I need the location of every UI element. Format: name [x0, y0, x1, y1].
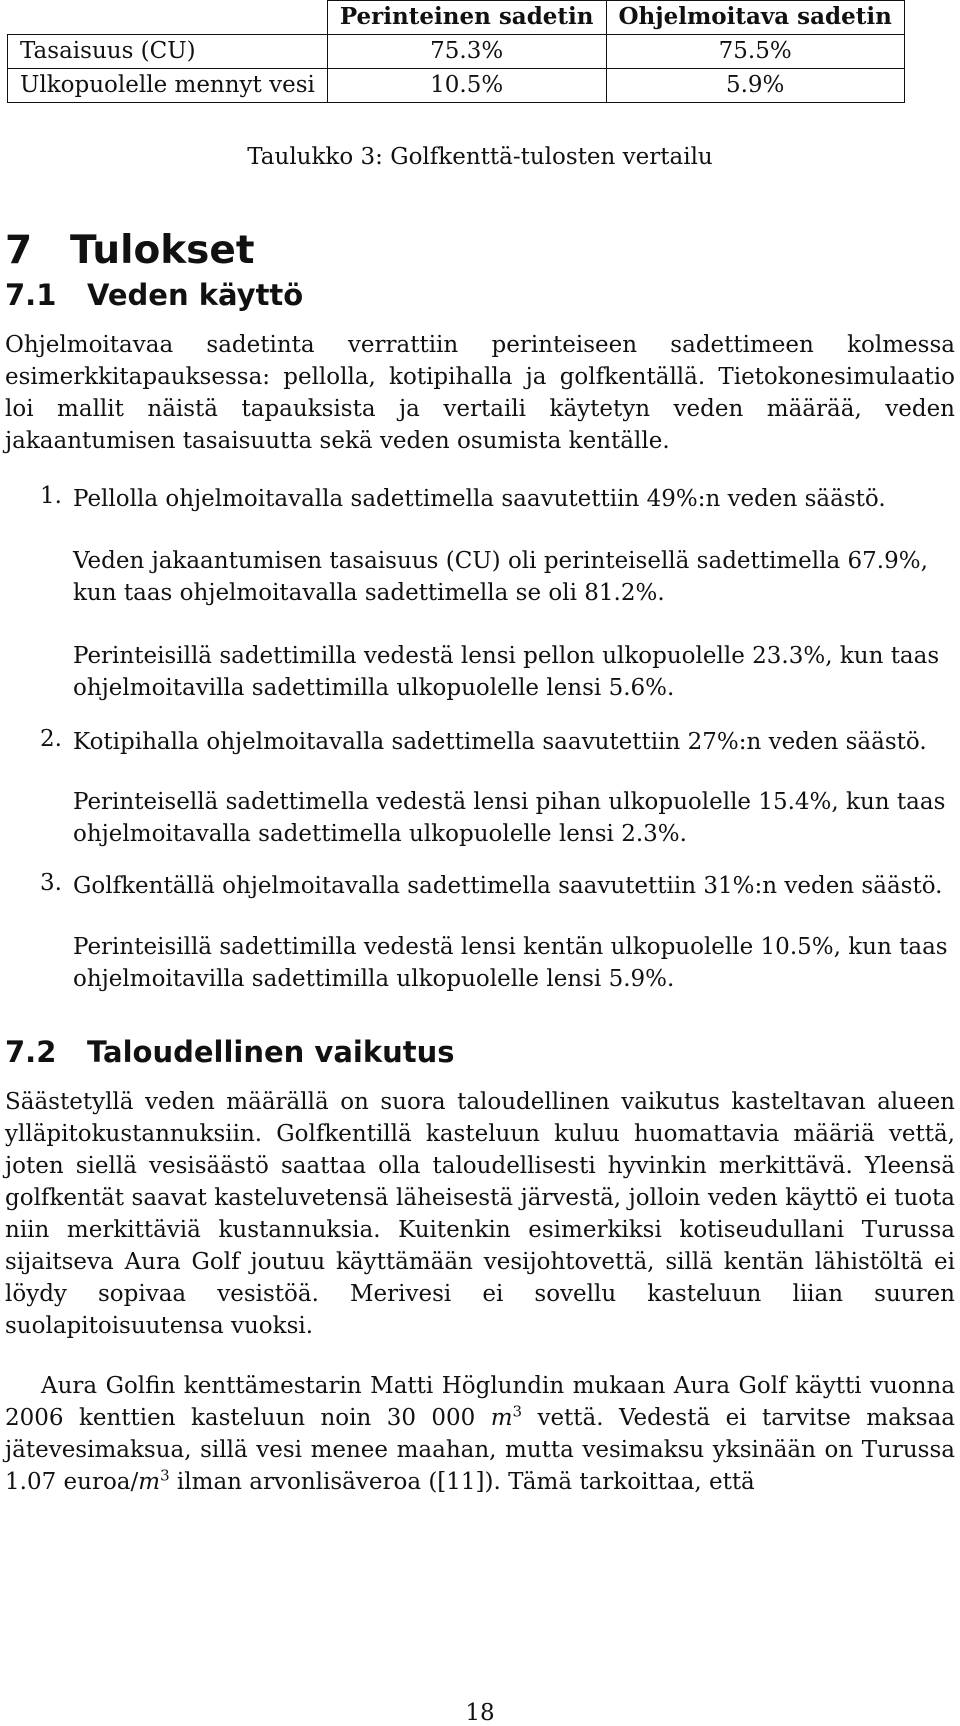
list-item-number: 3.	[40, 870, 62, 896]
table-row	[8, 69, 905, 103]
unit-symbol: m	[490, 1405, 513, 1431]
table-row	[8, 35, 905, 69]
subsection-heading	[5, 278, 303, 312]
section-title: Tulokset	[70, 228, 255, 273]
table-caption: Taulukko 3: Golfkenttä-tulosten vertailu	[247, 144, 713, 170]
subsection-number: 7.1	[5, 278, 57, 312]
table-cell: 75.3%	[327, 35, 606, 69]
subsection-heading	[5, 1035, 455, 1069]
results-table	[7, 0, 905, 103]
list-item-lead: Kotipihalla ohjelmoitavalla sadettimella saavutettiin 27%:n veden säästö.	[73, 729, 927, 755]
table-cell: 75.5%	[606, 35, 904, 69]
table-cell: 5.9%	[606, 69, 904, 103]
list-item-lead: Golfkentällä ohjelmoitavalla sadettimella saavutettiin 31%:n veden säästö.	[73, 873, 943, 899]
table-header-row	[8, 1, 905, 35]
list-item-lead: Pellolla ohjelmoitavalla sadettimella saavutettiin 49%:n veden säästö.	[73, 486, 886, 512]
table-row-label: Tasaisuus (CU)	[8, 35, 328, 69]
list-item-number: 2.	[40, 726, 62, 752]
unit-symbol: m	[138, 1469, 161, 1495]
paragraph-text: Aura Golfin kenttämestarin Matti Höglundin mukaan Aura Golf käytti vuonna 2006 kenttien kasteluun noin 30 000	[5, 1373, 955, 1431]
subsection-title: Taloudellinen vaikutus	[87, 1035, 455, 1069]
list-item-paragraph: Veden jakaantumisen tasaisuus (CU) oli perinteisellä sadettimella 67.9%, kun taas ohjelmoitavalla sadettimella se oli 81.2%.	[73, 548, 928, 606]
table-cell: 10.5%	[327, 69, 606, 103]
intro-paragraph: Ohjelmoitavaa sadetinta verrattiin perinteiseen sadettimeen kolmessa esimerkkitapauksessa: pellolla, kotipihalla ja golfkentällä. Tietokonesimulaatio loi mallit näistä tapauksista ja vertaili käytetyn veden määrää, veden jakaantumisen tasaisuutta sekä veden osumista kentälle.	[5, 332, 955, 454]
unit-exponent: 3	[512, 1402, 523, 1421]
table-header-cell: Ohjelmoitava sadetin	[606, 1, 904, 35]
body-paragraph: Säästetyllä veden määrällä on suora taloudellinen vaikutus kasteltavan alueen ylläpitokustannuksiin. Golfkentillä kasteluun kuluu huomattavia määriä vettä, joten siellä vesisäästö saattaa olla taloudellisesti hyvinkin merkittävä. Yleensä golfkentät saavat kasteluvetensä läheisestä järvestä, jolloin veden käyttö ei tuota niin merkittäviä kustannuksia. Kuitenkin esimerkiksi kotiseudullani Turussa sijaitseva Aura Golf joutuu käyttämään vesijohtovettä, sillä kentän lähistöltä ei löydy sopivaa vesistöä. Merivesi ei sovellu kasteluun liian suuren suolapitoisuutensa vuoksi.	[5, 1089, 955, 1339]
list-item-paragraph: Perinteisillä sadettimilla vedestä lensi pellon ulkopuolelle 23.3%, kun taas ohjelmoitavilla sadettimilla ulkopuolelle lensi 5.6%.	[73, 643, 940, 701]
subsection-title: Veden käyttö	[87, 278, 304, 312]
table-row-label: Ulkopuolelle mennyt vesi	[8, 69, 328, 103]
body-paragraph	[5, 1370, 955, 1498]
list-item-paragraph: Perinteisellä sadettimella vedestä lensi pihan ulkopuolelle 15.4%, kun taas ohjelmoitavalla sadettimella ulkopuolelle lensi 2.3%.	[73, 789, 946, 847]
page-number: 18	[465, 1700, 495, 1726]
unit-exponent: 3	[160, 1466, 170, 1485]
list-item-number: 1.	[40, 483, 62, 509]
paragraph-text: vettä. Vedestä ei tarvitse maksaa jätevesimaksua, sillä vesi menee maahan, mutta vesimaksu yksinään on Turussa 1.07 euroa/	[5, 1405, 955, 1495]
list-item-paragraph: Perinteisillä sadettimilla vedestä lensi kentän ulkopuolelle 10.5%, kun taas ohjelmoitavilla sadettimilla ulkopuolelle lensi 5.9%.	[73, 934, 948, 992]
table-header-cell: Perinteinen sadetin	[327, 1, 606, 35]
section-number: 7	[5, 228, 33, 273]
subsection-number: 7.2	[5, 1035, 57, 1069]
table-corner-cell	[8, 1, 328, 35]
paragraph-text: ilman arvonlisäveroa ([11]). Tämä tarkoittaa, että	[169, 1469, 755, 1495]
section-heading	[5, 228, 255, 273]
